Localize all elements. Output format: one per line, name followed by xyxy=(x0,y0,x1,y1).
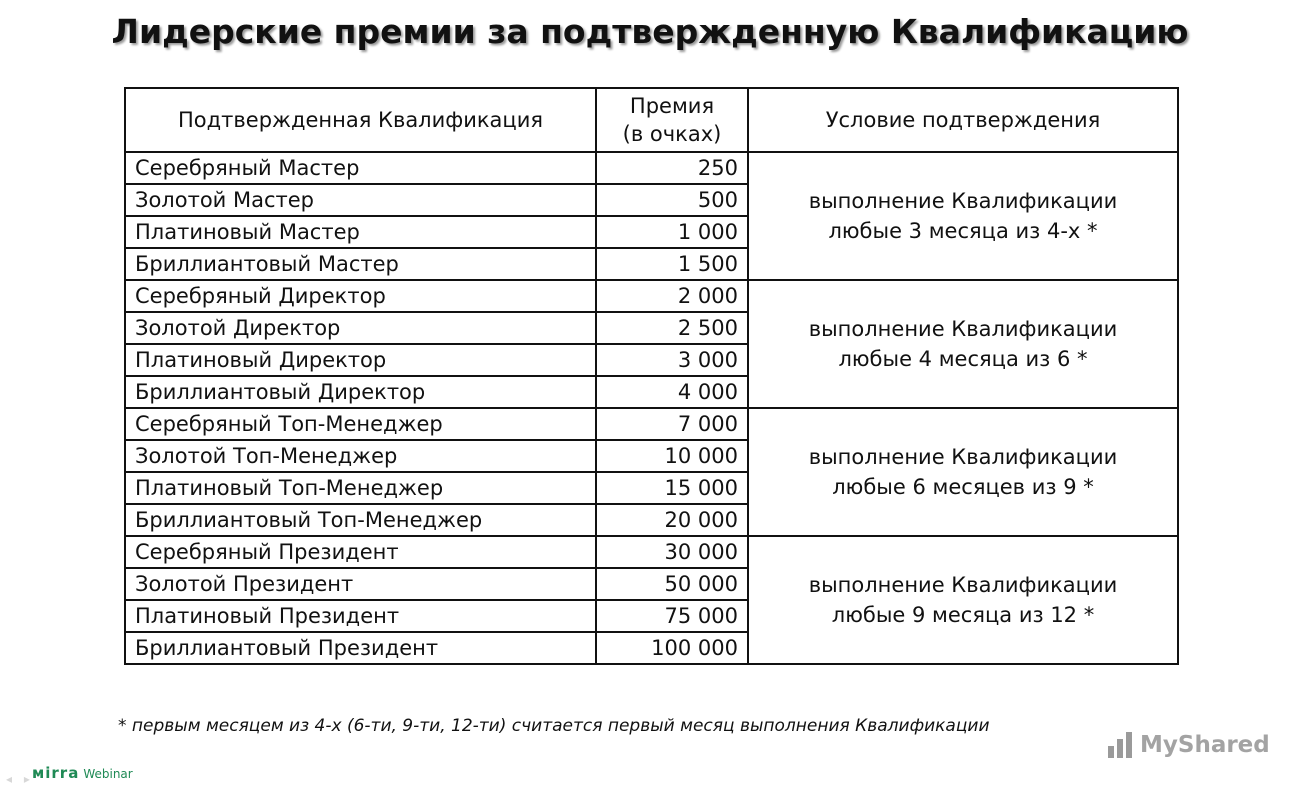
table-row xyxy=(125,280,1178,312)
condition-line1: выполнение Квалификации xyxy=(808,573,1118,597)
bonus-points: 2 000 xyxy=(596,280,748,312)
slide-title: Лидерские премии за подтвержденную Квалификацию xyxy=(111,12,1189,51)
qualification-name: Золотой Президент xyxy=(125,568,596,600)
bonus-points: 7 000 xyxy=(596,408,748,440)
qualification-name: Серебряный Президент xyxy=(125,536,596,568)
condition-line1: выполнение Квалификации xyxy=(808,189,1118,213)
bonus-points: 500 xyxy=(596,184,748,216)
qualification-name: Платиновый Мастер xyxy=(125,216,596,248)
header-qualification: Подтвержденная Квалификация xyxy=(125,88,596,152)
confirmation-condition xyxy=(748,280,1178,408)
bonus-points: 20 000 xyxy=(596,504,748,536)
bonus-points: 50 000 xyxy=(596,568,748,600)
qualification-name: Бриллиантовый Директор xyxy=(125,376,596,408)
myshared-logo-icon xyxy=(1108,732,1134,758)
bonus-points: 75 000 xyxy=(596,600,748,632)
footnote: * первым месяцем из 4-х (6-ти, 9-ти, 12-ти) считается первый месяц выполнения Квалификации xyxy=(118,716,990,736)
header-bonus xyxy=(596,88,748,152)
myshared-watermark xyxy=(1108,732,1270,758)
brand-logo xyxy=(32,764,133,782)
bonus-points: 4 000 xyxy=(596,376,748,408)
qualification-name: Бриллиантовый Топ-Менеджер xyxy=(125,504,596,536)
qualification-name: Золотой Директор xyxy=(125,312,596,344)
qualification-name: Бриллиантовый Президент xyxy=(125,632,596,664)
condition-line2: любые 4 месяца из 6 * xyxy=(838,347,1088,371)
bonus-points: 15 000 xyxy=(596,472,748,504)
table-row xyxy=(125,152,1178,184)
condition-line2: любые 6 месяцев из 9 * xyxy=(832,475,1094,499)
qualification-name: Золотой Топ-Менеджер xyxy=(125,440,596,472)
qualification-name: Золотой Мастер xyxy=(125,184,596,216)
qualification-name: Платиновый Президент xyxy=(125,600,596,632)
bonus-points: 2 500 xyxy=(596,312,748,344)
condition-line1: выполнение Квалификации xyxy=(808,317,1118,341)
qualification-name: Бриллиантовый Мастер xyxy=(125,248,596,280)
bonus-points: 1 000 xyxy=(596,216,748,248)
bonus-points: 250 xyxy=(596,152,748,184)
qualification-name: Серебряный Топ-Менеджер xyxy=(125,408,596,440)
qualification-table xyxy=(124,87,1179,665)
qualification-name: Серебряный Мастер xyxy=(125,152,596,184)
qualification-name: Платиновый Топ-Менеджер xyxy=(125,472,596,504)
header-condition: Условие подтверждения xyxy=(748,88,1178,152)
confirmation-condition xyxy=(748,536,1178,664)
myshared-text: MyShared xyxy=(1140,732,1270,758)
table-header-row xyxy=(125,88,1178,152)
table-body xyxy=(125,152,1178,664)
header-bonus-line2: (в очках) xyxy=(622,122,722,146)
condition-line2: любые 3 месяца из 4-х * xyxy=(828,219,1098,243)
bonus-points: 3 000 xyxy=(596,344,748,376)
condition-line1: выполнение Квалификации xyxy=(808,445,1118,469)
bonus-points: 100 000 xyxy=(596,632,748,664)
table-row xyxy=(125,536,1178,568)
confirmation-condition xyxy=(748,152,1178,280)
confirmation-condition xyxy=(748,408,1178,536)
brand-suffix: Webinar xyxy=(83,767,133,781)
bonus-points: 1 500 xyxy=(596,248,748,280)
bonus-points: 30 000 xyxy=(596,536,748,568)
header-bonus-line1: Премия xyxy=(629,94,715,118)
brand-name: мirra xyxy=(32,764,80,782)
table-row xyxy=(125,408,1178,440)
bonus-points: 10 000 xyxy=(596,440,748,472)
qualification-name: Платиновый Директор xyxy=(125,344,596,376)
condition-line2: любые 9 месяца из 12 * xyxy=(831,603,1095,627)
qualification-name: Серебряный Директор xyxy=(125,280,596,312)
slide-nav-icon[interactable]: ◂ ▸ xyxy=(6,772,34,786)
